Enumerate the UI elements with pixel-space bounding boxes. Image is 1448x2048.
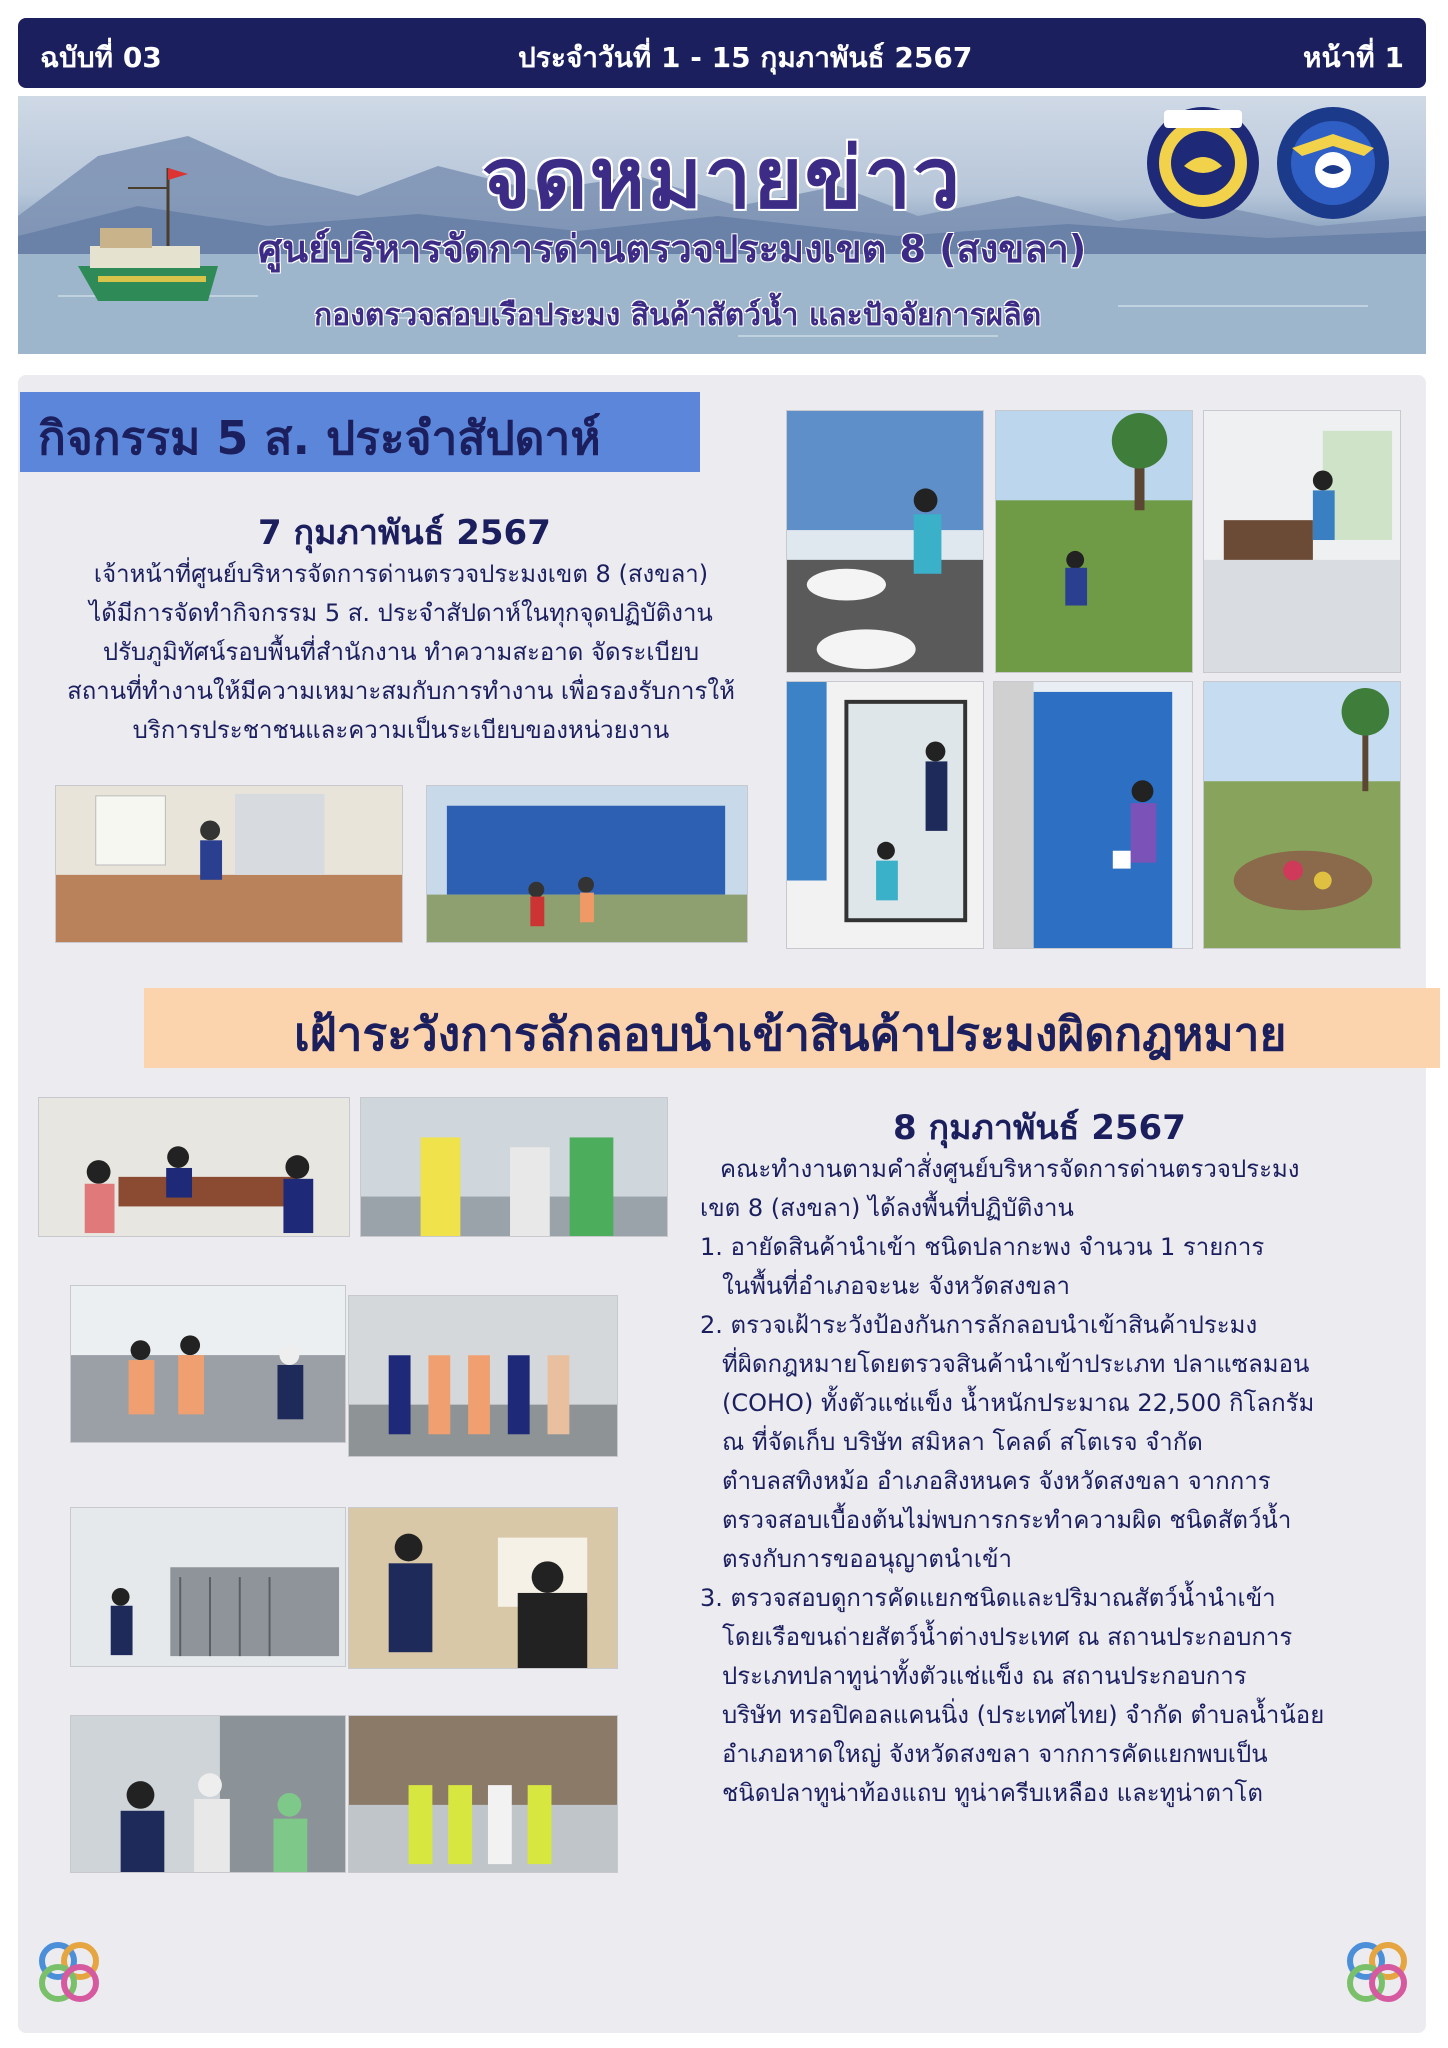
center-name: ศูนย์บริหารจัดการด่านตรวจประมงเขต 8 (สงขลา) — [258, 227, 1087, 271]
knot-emblem-icon — [32, 1935, 106, 2009]
photo-floor-mopping — [55, 785, 403, 943]
issue-number: ฉบับที่ 03 — [40, 41, 162, 74]
photo-warehouse-team — [348, 1715, 618, 1873]
list-item: 1. อายัดสินค้านำเข้า ชนิดปลากะพง จำนวน 1 รายการ ในพื้นที่อำเภอจะนะ จังหวัดสงขลา — [700, 1233, 1265, 1300]
photo-wall-painting — [993, 681, 1193, 949]
photo-protective-suits — [360, 1097, 668, 1237]
section-5s-text: เจ้าหน้าที่ศูนย์บริหารจัดการด่านตรวจประมงเขต 8 (สงขลา) ได้มีการจัดทำกิจกรรม 5 ส. ประจำสัปดาห์ในทุกจุดปฏิบัติงาน ปรับภูมิทัศน์รอบพื้นที่สำนักงาน ทำความสะอาด จัดระเบียบ สถานที่ทำงานให้มีความเหมาะสมกับการทำงาน เพื่อรองรับการให้ บริการประชาชนและความเป็นระเบียบของหน่วยงาน — [67, 560, 735, 744]
photo-sink-cleaning — [786, 410, 984, 673]
photo-worker-discussion — [70, 1715, 346, 1873]
issue-period: ประจำวันที่ 1 - 15 กุมภาพันธ์ 2567 — [518, 41, 973, 74]
photo-freezer-racks — [70, 1507, 346, 1667]
photo-meeting-room — [38, 1097, 350, 1237]
header-bar — [18, 18, 1426, 88]
photo-office-cleaning — [1203, 410, 1401, 673]
photo-team-group — [348, 1295, 618, 1457]
photo-door-cleaning — [786, 681, 984, 949]
section-surveillance-heading: เฝ้าระวังการลักลอบนำเข้าสินค้าประมงผิดกฎหมาย — [144, 988, 1440, 1068]
page-number: หน้าที่ 1 — [1302, 41, 1404, 74]
list-item: 3. ตรวจสอบดูการคัดแยกชนิดและปริมาณสัตว์น้ำนำเข้า โดยเรือขนถ่ายสัตว์น้ำต่างประเทศ ณ สถานประกอบการ ประเภทปลาทูน่าทั้งตัวแช่แข็ง ณ สถานประกอบการ บริษัท ทรอปิคอลแคนนิ่ง (ประเทศไทย) จำกัด ตำบลน้ำน้อย อำเภอหาดใหญ่ จังหวัดสงขลา จากการคัดแยกพบเป็น ชนิดปลาทูน่าท้องแถบ ทูน่าครีบเหลือง และทูน่าตาโต — [700, 1584, 1325, 1807]
section-surveillance-date: 8 กุมภาพันธ์ 2567 — [893, 1108, 1186, 1148]
photo-garden-planting — [1203, 681, 1401, 949]
newsletter-title: จดหมายข่าว — [481, 129, 963, 227]
knot-emblem-icon — [1340, 1935, 1414, 2009]
section-5s-heading: กิจกรรม 5 ส. ประจำสัปดาห์ — [20, 392, 700, 472]
department-seal-logo — [1144, 104, 1262, 222]
division-name: กองตรวจสอบเรือประมง สินค้าสัตว์น้ำ และปัจจัยการผลิต — [314, 298, 1042, 333]
section-surveillance-text: คณะทำงานตามคำสั่งศูนย์บริหารจัดการด่านตรวจประมง เขต 8 (สงขลา) ได้ลงพื้นที่ปฏิบัติงาน 1. อายัดสินค้านำเข้า ชนิดปลากะพง จำนวน 1 รายการ ในพื้นที่อำเภอจะนะ จังหวัดสงขลา 2. ตรวจเฝ้าระวังป้องกันการลักลอบนำเข้าสินค้าประมง ที่ผิดกฎหมายโดยตรวจสินค้านำเข้าประเภท ปลาแซลมอน (COHO) ทั้งตัวแช่แข็ง น้ำหนักประมาณ 22,500 กิโลกรัม ณ ที่จัดเก็บ บริษัท สมิหลา โคลด์ สโตเรจ จำกัด ตำบลสทิงหม้อ อำเภอสิงหนคร จังหวัดสงขลา จากการ ตรวจสอบเบื้องต้นไม่พบการกระทำความผิด ชนิดสัตว์น้ำ ตรงกับการขออนุญาตนำเข้า 3. ตรวจสอบดูการคัดแยกชนิดและปริมาณสัตว์น้ำนำเข้า โดยเรือขนถ่ายสัตว์น้ำต่างประเทศ ณ สถานประกอบการ ประเภทปลาทูน่าทั้งตัวแช่แข็ง ณ สถานประกอบการ บริษัท ทรอปิคอลแคนนิ่ง (ประเทศไทย) จำกัด ตำบลน้ำน้อย อำเภอหาดใหญ่ จังหวัดสงขลา จากการคัดแยกพบเป็น ชนิดปลาทูน่าท้องแถบ ทูน่าครีบเหลือง และทูน่าตาโต — [700, 1150, 1420, 1813]
photo-document-check — [348, 1507, 618, 1669]
section-5s-date: 7 กุมภาพันธ์ 2567 — [258, 513, 551, 553]
photo-painting-sign — [426, 785, 748, 943]
masthead-banner — [18, 96, 1426, 354]
photo-cold-storage-inspection — [70, 1285, 346, 1443]
photo-weeding-field — [995, 410, 1193, 673]
list-item: 2. ตรวจเฝ้าระวังป้องกันการลักลอบนำเข้าสินค้าประมง ที่ผิดกฎหมายโดยตรวจสินค้านำเข้าประเภท ปลาแซลมอน (COHO) ทั้งตัวแช่แข็ง น้ำหนักประมาณ 22,500 กิโลกรัม ณ ที่จัดเก็บ บริษัท สมิหลา โคลด์ สโตเรจ จำกัด ตำบลสทิงหม้อ อำเภอสิงหนคร จังหวัดสงขลา จากการ ตรวจสอบเบื้องต้นไม่พบการกระทำความผิด ชนิดสัตว์น้ำ ตรงกับการขออนุญาตนำเข้า — [700, 1311, 1315, 1573]
fishery-inspection-logo — [1274, 104, 1392, 222]
